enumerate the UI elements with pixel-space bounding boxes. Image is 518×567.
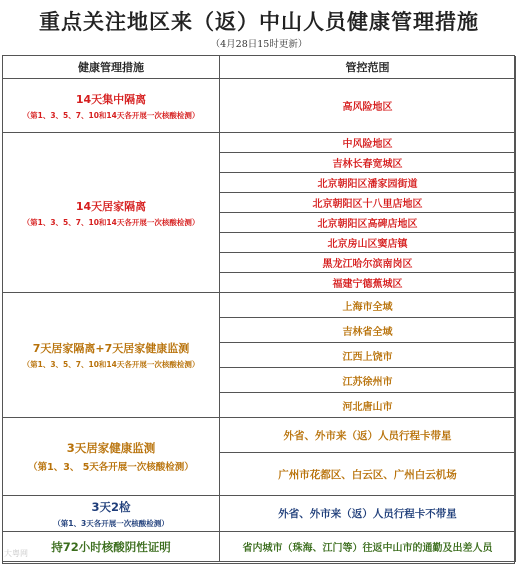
scope-cell: 广州市花都区、白云区、广州白云机场 xyxy=(220,453,516,496)
header-measure: 健康管理措施 xyxy=(3,56,220,79)
measure-name: 7天居家隔离+7天居家健康监测 xyxy=(32,342,190,355)
measure-note: （第1、3、 5天各开展一次核酸检测） xyxy=(28,462,194,473)
scope-cell: 福建宁德蕉城区 xyxy=(220,273,516,293)
scope-cell: 北京朝阳区潘家园街道 xyxy=(220,173,516,193)
measure-note: （第1、3天各开展一次核酸检测） xyxy=(53,518,169,528)
measure-name: 持72小时核酸阴性证明 xyxy=(51,539,171,554)
watermark: 大粤网 xyxy=(4,549,28,558)
measure-cell xyxy=(3,532,220,562)
update-time: （4月28日15时更新） xyxy=(210,39,308,50)
scope-cell: 高风险地区 xyxy=(220,79,516,133)
scope-cell: 北京朝阳区十八里店地区 xyxy=(220,193,516,213)
scope-cell: 吉林省全域 xyxy=(220,318,516,343)
measure-name: 14天集中隔离 xyxy=(75,92,147,106)
measure-name: 3天居家健康监测 xyxy=(66,441,156,455)
measures-table xyxy=(2,55,515,564)
scope-cell: 江苏徐州市 xyxy=(220,368,516,393)
scope-cell: 江西上饶市 xyxy=(220,343,516,368)
measure-cell xyxy=(3,293,220,418)
scope-cell: 外省、外市来（返）人员行程卡不带星 xyxy=(220,496,516,532)
scope-cell: 外省、外市来（返）人员行程卡带星 xyxy=(220,418,516,453)
scope-cell: 北京朝阳区高碑店地区 xyxy=(220,213,516,233)
measure-note: （第1、3、5、7、10和14天各开展一次核酸检测） xyxy=(22,110,200,120)
scope-cell: 北京房山区窦店镇 xyxy=(220,233,516,253)
measure-name: 14天居家隔离 xyxy=(75,199,147,213)
scope-cell: 省内城市（珠海、江门等）往返中山市的通勤及出差人员 xyxy=(220,532,516,562)
measure-note: （第1、3、5、7、10和14天各开展一次核酸检测） xyxy=(22,360,200,369)
measure-cell xyxy=(3,133,220,293)
header-scope: 管控范围 xyxy=(220,56,516,79)
scope-cell: 上海市全域 xyxy=(220,293,516,318)
measure-cell xyxy=(3,418,220,496)
measure-note: （第1、3、5、7、10和14天各开展一次核酸检测） xyxy=(22,217,200,227)
scope-cell: 黑龙江哈尔滨南岗区 xyxy=(220,253,516,273)
scope-cell: 中风险地区 xyxy=(220,133,516,153)
measure-cell xyxy=(3,79,220,133)
measure-name: 3天2检 xyxy=(91,499,131,514)
measure-cell xyxy=(3,496,220,532)
page-title: 重点关注地区来（返）中山人员健康管理措施 xyxy=(39,9,479,34)
scope-cell: 吉林长春宽城区 xyxy=(220,153,516,173)
scope-cell: 河北唐山市 xyxy=(220,393,516,418)
